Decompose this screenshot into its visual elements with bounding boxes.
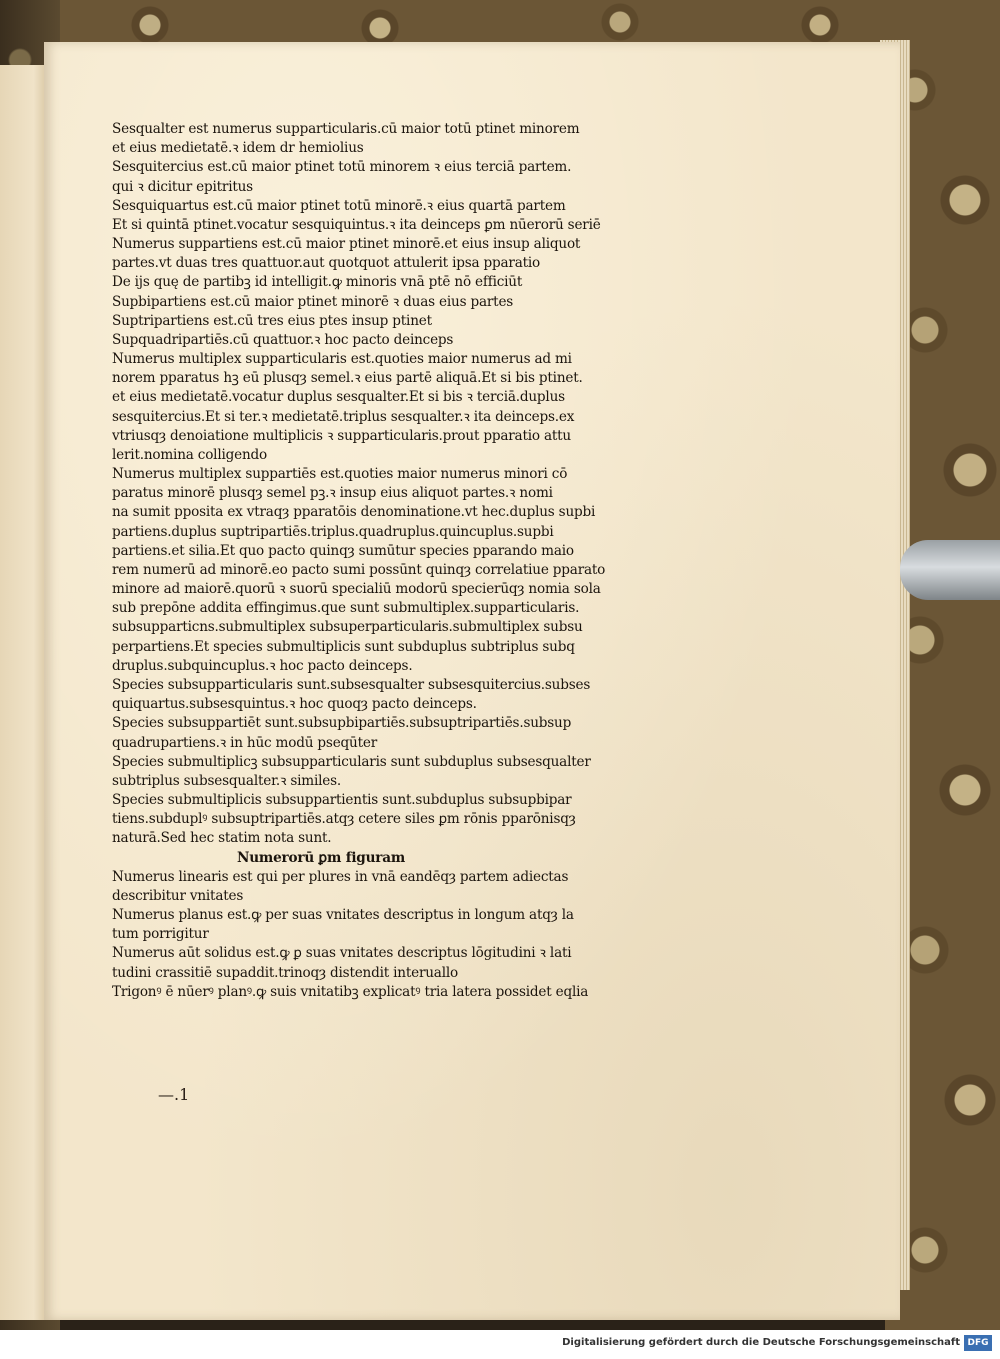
text-line: describitur vnitates (112, 887, 244, 904)
text-lines-upper (112, 120, 722, 849)
text-line: Trigonꝰ ē nūerꝰ planꝰ.ꝙ suis vnitatibꝫ explicatꝰ tria latera possidet eqlia (112, 983, 589, 1000)
text-line: Species subsuppartiēt sunt.subsupbipartiēs.subsuptripartiēs.subsup (112, 715, 572, 732)
text-line: Sesquiquartus est.cū maior ptinet totū minorē.ꝛ eius quartā partem (112, 197, 566, 214)
text-line: et eius medietatē.vocatur duplus sesqualter.Et si bis ꝛ terciā.duplus (112, 389, 565, 406)
text-line: paratus minorē plusqȝ semel pꝫ.ꝛ insup eius aliquot partes.ꝛ nomi (112, 485, 553, 502)
text-line: Et si quintā ptinet.vocatur sesquiquintus.ꝛ ita deinceps ꝑm nūerorū seriē (112, 216, 601, 233)
text-line: perpartiens.Et species submultiplicis sunt subduplus subtriplus subq (112, 638, 575, 655)
text-line: lerit.nomina colligendo (112, 446, 268, 463)
text-line: qui ꝛ dicitur epitritus (112, 178, 253, 195)
left-page-edge (0, 65, 50, 1320)
text-line: subsupparticns.submultiplex subsuperparticularis.submultiplex subsu (112, 619, 583, 636)
text-line: sub prepōne addita effingimus.que sunt submultiplex.supparticularis. (112, 600, 580, 617)
text-line: De ijs quę de partibꝫ id intelligit.ꝙ minoris vnā ptē nō efficiūt (112, 274, 523, 291)
text-line: Suptripartiens est.cū tres eius ptes insup ptinet (112, 312, 432, 329)
text-line: Species submultiplicꝫ subsupparticularis sunt subduplus subsesqualter (112, 753, 591, 770)
text-line: quiquartus.subsesquintus.ꝛ hoc quoqȝ pacto deinceps. (112, 696, 477, 713)
text-line: Supbipartiens est.cū maior ptinet minorē ꝛ duas eius partes (112, 293, 514, 310)
text-line: Numerus linearis est qui per plures in vnā eandēqȝ partem adiectas (112, 868, 569, 885)
text-line: rem numerū ad minorē.eo pacto sumi possūnt quinqȝ correlatiue pparato (112, 561, 606, 578)
text-line: na sumit pposita ex vtraqȝ pparatōis denominatione.vt hec.duplus supbi (112, 504, 596, 521)
section-heading: Numerorū ꝑm figuram (237, 849, 406, 866)
text-line: et eius medietatē.ꝛ idem dr hemiolius (112, 140, 364, 157)
text-line: partiens.duplus suptripartiēs.triplus.quadruplus.quincuplus.supbi (112, 523, 554, 540)
clasp-strap (900, 540, 1000, 600)
text-line: tiens.subduplꝰ subsuptripartiēs.atqȝ cetere siles ꝑm rōnis pparōnisqȝ (112, 811, 576, 828)
text-line: Sesquitercius est.cū maior ptinet totū minorem ꝛ eius terciā partem. (112, 159, 572, 176)
footer-credit: Digitalisierung gefördert durch die Deutsche Forschungsgemeinschaft (562, 1337, 960, 1348)
text-line: Numerus planus est.ꝙ per suas vnitates descriptus in longum atqȝ la (112, 907, 574, 924)
text-line: subtriplus subsesqualter.ꝛ similes. (112, 772, 342, 789)
text-line: Numerus suppartiens est.cū maior ptinet minorē.et eius insup aliquot (112, 236, 581, 253)
text-line: Numerus aūt solidus est.ꝙ ꝑ suas vnitates descriptus lōgitudini ꝛ lati (112, 945, 572, 962)
text-line: partiens.et silia.Et quo pacto quinqȝ sumūtur species pparando maio (112, 542, 574, 559)
page-text (112, 120, 722, 1002)
text-lines-lower (112, 868, 722, 1002)
text-line: Numerus multiplex suppartiēs est.quoties maior numerus minori cō (112, 466, 568, 483)
text-line: minore ad maiorē.quorū ꝛ suorū specialiū modorū specierūqȝ nomia sola (112, 581, 601, 598)
text-line: Species subsupparticularis sunt.subsesqualter subsesquitercius.subses (112, 676, 591, 693)
text-line: Numerus multiplex supparticularis est.quoties maior numerus ad mi (112, 351, 572, 368)
text-line: vtriusqȝ denoiatione multiplicis ꝛ supparticularis.prout pparatio attu (112, 427, 571, 444)
text-line: druplus.subquincuplus.ꝛ hoc pacto deinceps. (112, 657, 413, 674)
text-line: quadrupartiens.ꝛ in hūc modū pseqūter (112, 734, 377, 751)
text-line: partes.vt duas tres quattuor.aut quotquot attulerit ipsa pparatio (112, 255, 541, 272)
footer-bar (0, 1330, 1000, 1359)
text-line: naturā.Sed hec statim nota sunt. (112, 830, 332, 847)
text-line: sesquitercius.Et si ter.ꝛ medietatē.triplus sesqualter.ꝛ ita deinceps.ex (112, 408, 575, 425)
text-line: Supquadripartiēs.cū quattuor.ꝛ hoc pacto deinceps (112, 331, 454, 348)
text-line: Species submultiplicis subsuppartientis sunt.subduplus subsupbipar (112, 792, 572, 809)
text-line: tudini crassitiē supaddit.trinoqȝ distendit interuallo (112, 964, 458, 981)
signature-mark: —.1 (158, 1085, 190, 1104)
dfg-logo: DFG (964, 1335, 992, 1351)
text-line: Sesqualter est numerus supparticularis.cū maior totū ptinet minorem (112, 121, 580, 137)
text-line: norem pparatus hꝫ eū plusqȝ semel.ꝛ eius partē aliquā.Et si bis ptinet. (112, 370, 583, 387)
text-line: tum porrigitur (112, 926, 209, 943)
